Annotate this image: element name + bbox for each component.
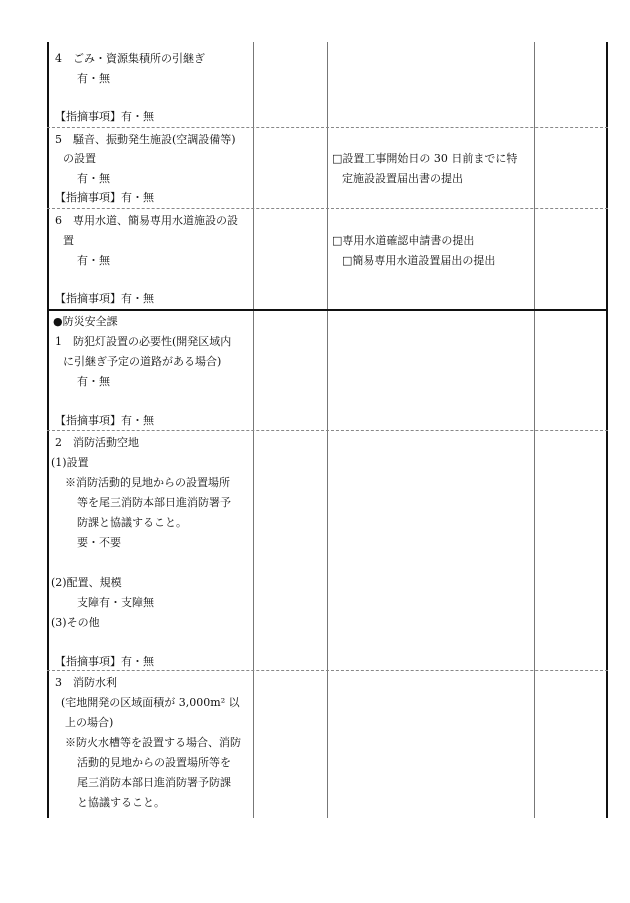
requirement-line: □設置工事開始日の 30 日前までに特 [332, 152, 518, 165]
sub-note: 尾三消防本部日進消防署予防課 [77, 776, 231, 789]
finding-note: 【指摘事項】有・無 [55, 110, 154, 123]
row-divider [47, 208, 608, 209]
row-title: 1 防犯灯設置の必要性(開発区域内 [55, 335, 232, 348]
requirement-line: 定施設設置届出書の提出 [342, 172, 463, 185]
row-title-cont: の設置 [63, 152, 96, 165]
row-title: 4 ごみ・資源集積所の引継ぎ [55, 52, 205, 65]
row-title: 6 専用水道、簡易専用水道施設の設 [55, 214, 238, 227]
sub-note: 活動的見地からの設置場所等を [77, 756, 231, 769]
row-divider [47, 430, 608, 431]
section-divider [47, 309, 608, 311]
finding-note: 【指摘事項】有・無 [55, 414, 154, 427]
sub-note: ※消防活動的見地からの設置場所 [65, 476, 230, 489]
sub-item-layout: (2)配置、規模 [51, 576, 122, 589]
sub-note: 等を尾三消防本部日進消防署予 [77, 496, 231, 509]
sub-note: ※防火水槽等を設置する場合、消防 [65, 736, 241, 749]
row-title: 3 消防水利 [55, 676, 117, 689]
row-divider [47, 670, 608, 671]
yes-no-option: 有・無 [77, 375, 110, 388]
yes-no-option: 有・無 [77, 72, 110, 85]
need-option: 要・不要 [77, 536, 121, 549]
yes-no-option: 有・無 [77, 172, 110, 185]
row-title: 2 消防活動空地 [55, 436, 139, 449]
section-heading: ●防災安全課 [53, 315, 118, 328]
row-title: 5 騒音、振動発生施設(空調設備等) [55, 133, 236, 146]
yes-no-option: 有・無 [77, 254, 110, 267]
finding-note: 【指摘事項】有・無 [55, 292, 154, 305]
row-title-cont: に引継ぎ予定の道路がある場合) [63, 355, 222, 368]
condition-line: (宅地開発の区域面積が 3,000m² 以 [61, 696, 240, 709]
requirement-line: □専用水道確認申請書の提出 [332, 234, 475, 247]
sub-item-setting: (1)設置 [51, 456, 89, 469]
sub-note: と協議すること。 [77, 796, 165, 809]
obstacle-option: 支障有・支障無 [77, 596, 154, 609]
form-table [47, 42, 608, 818]
row-divider [47, 127, 608, 128]
condition-line: 上の場合) [65, 716, 114, 729]
row-title-cont: 置 [63, 234, 74, 247]
sub-note: 防課と協議すること。 [77, 516, 187, 529]
finding-note: 【指摘事項】有・無 [55, 191, 154, 204]
finding-note: 【指摘事項】有・無 [55, 655, 154, 668]
requirement-line: □簡易専用水道設置届出の提出 [342, 254, 496, 267]
sub-item-other: (3)その他 [51, 616, 100, 629]
